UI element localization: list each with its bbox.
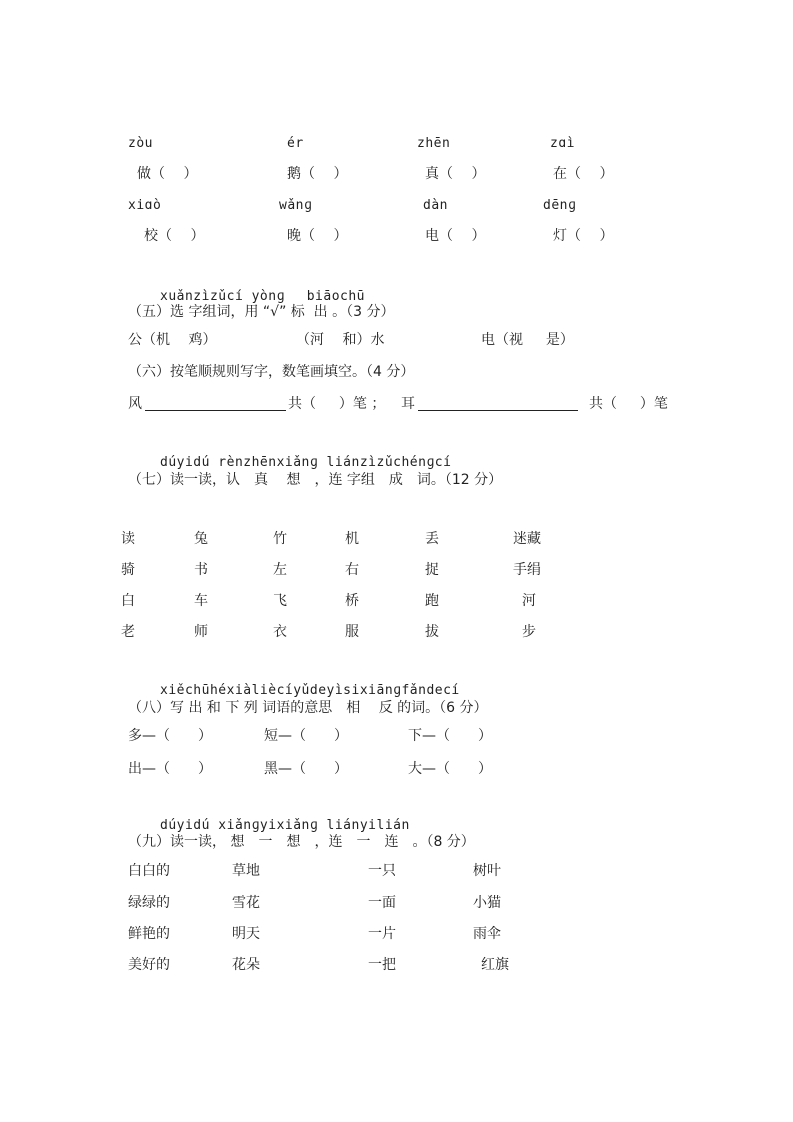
match-word: 一面 [368,895,396,911]
char-blank: 电（ ） [425,228,486,244]
char-blank: 鹅（ ） [287,166,348,182]
stroke-count-blank: 共（ ）笔 [589,396,668,412]
word-cell: 师 [194,624,208,640]
choice-item: （河 和）水 [296,332,385,348]
pinyin-label: dàn [423,198,448,213]
section-title: （五）选 字组词，用 “√” 标 出 。（3 分） [128,304,395,320]
match-word: 雪花 [232,895,260,911]
pinyin-label: dēnɡ [543,198,577,213]
title-pinyin: xuǎnzìzǔcí yònɡ biāochū [160,289,366,304]
section-title: （八）写 出 和 下 列 词语的意思 相 反 的词。（6 分） [128,700,488,716]
word-cell: 迷藏 [513,531,541,547]
word-cell: 拔 [425,624,439,640]
word-cell: 服 [345,624,359,640]
word-cell: 读 [121,531,135,547]
word-cell: 桥 [345,593,359,609]
stroke-char: 风 [128,396,142,412]
word-cell: 步 [522,624,536,640]
char-blank: 校（ ） [144,228,205,244]
stroke-count-blank: 共（ ）笔 ； [288,396,386,412]
match-word: 花朵 [232,957,260,973]
word-cell: 竹 [273,531,287,547]
antonym-blank: 多—（ ） [128,728,212,744]
antonym-blank: 下—（ ） [408,728,492,744]
word-cell: 车 [194,593,208,609]
pinyin-label: zòu [128,136,153,151]
match-word: 红旗 [481,957,509,973]
match-word: 一把 [368,957,396,973]
section-title: （六）按笔顺规则写字，数笔画填空。（4 分） [128,364,415,380]
match-word: 小猫 [473,895,501,911]
word-cell: 衣 [273,624,287,640]
choice-item: 电（视 是） [481,332,574,348]
char-blank: 在（ ） [553,166,614,182]
word-cell: 机 [345,531,359,547]
match-word: 草地 [232,863,260,879]
write-line[interactable] [418,410,578,411]
write-line[interactable] [145,410,286,411]
stroke-char: 耳 [401,396,415,412]
antonym-blank: 出—（ ） [128,761,212,777]
word-cell: 书 [194,562,208,578]
word-cell: 手绢 [513,562,541,578]
word-cell: 兔 [194,531,208,547]
match-word: 白白的 [128,863,170,879]
match-word: 一只 [368,863,396,879]
pinyin-label: xiɑò [128,198,162,213]
match-word: 美好的 [128,957,170,973]
section-title: （七）读一读，认 真 想 ，连 字组 成 词。（12 分） [128,472,503,488]
word-cell: 骑 [121,562,135,578]
word-cell: 左 [273,562,287,578]
word-cell: 老 [121,624,135,640]
title-pinyin: xiěchūhéxiàliècíyǔdeyìsixiānɡfǎndecí [160,683,460,698]
match-word: 明天 [232,926,260,942]
char-blank: 灯（ ） [553,228,614,244]
word-cell: 丢 [425,531,439,547]
title-pinyin: dúyidú xiǎnɡyixiǎnɡ liányilián [160,818,410,833]
match-word: 雨伞 [473,926,501,942]
pinyin-label: zhēn [417,136,451,151]
pinyin-label: ér [287,136,304,151]
choice-item: 公（机 鸡） [128,332,217,348]
pinyin-label: zɑì [550,136,575,151]
word-cell: 跑 [425,593,439,609]
word-cell: 右 [345,562,359,578]
match-word: 鲜艳的 [128,926,170,942]
title-pinyin: dúyidú rènzhēnxiǎnɡ liánzìzǔchénɡcí [160,455,452,470]
match-word: 树叶 [473,863,501,879]
char-blank: 做（ ） [137,166,198,182]
word-cell: 河 [522,593,536,609]
word-cell: 飞 [273,593,287,609]
antonym-blank: 大—（ ） [408,761,492,777]
match-word: 绿绿的 [128,895,170,911]
section-title: （九）读一读， 想 一 想 ，连 一 连 。（8 分） [128,834,475,850]
char-blank: 晚（ ） [287,228,348,244]
antonym-blank: 短—（ ） [264,728,348,744]
word-cell: 捉 [425,562,439,578]
char-blank: 真（ ） [425,166,486,182]
match-word: 一片 [368,926,396,942]
word-cell: 白 [121,593,135,609]
antonym-blank: 黑—（ ） [264,761,348,777]
pinyin-label: wǎnɡ [279,198,313,213]
